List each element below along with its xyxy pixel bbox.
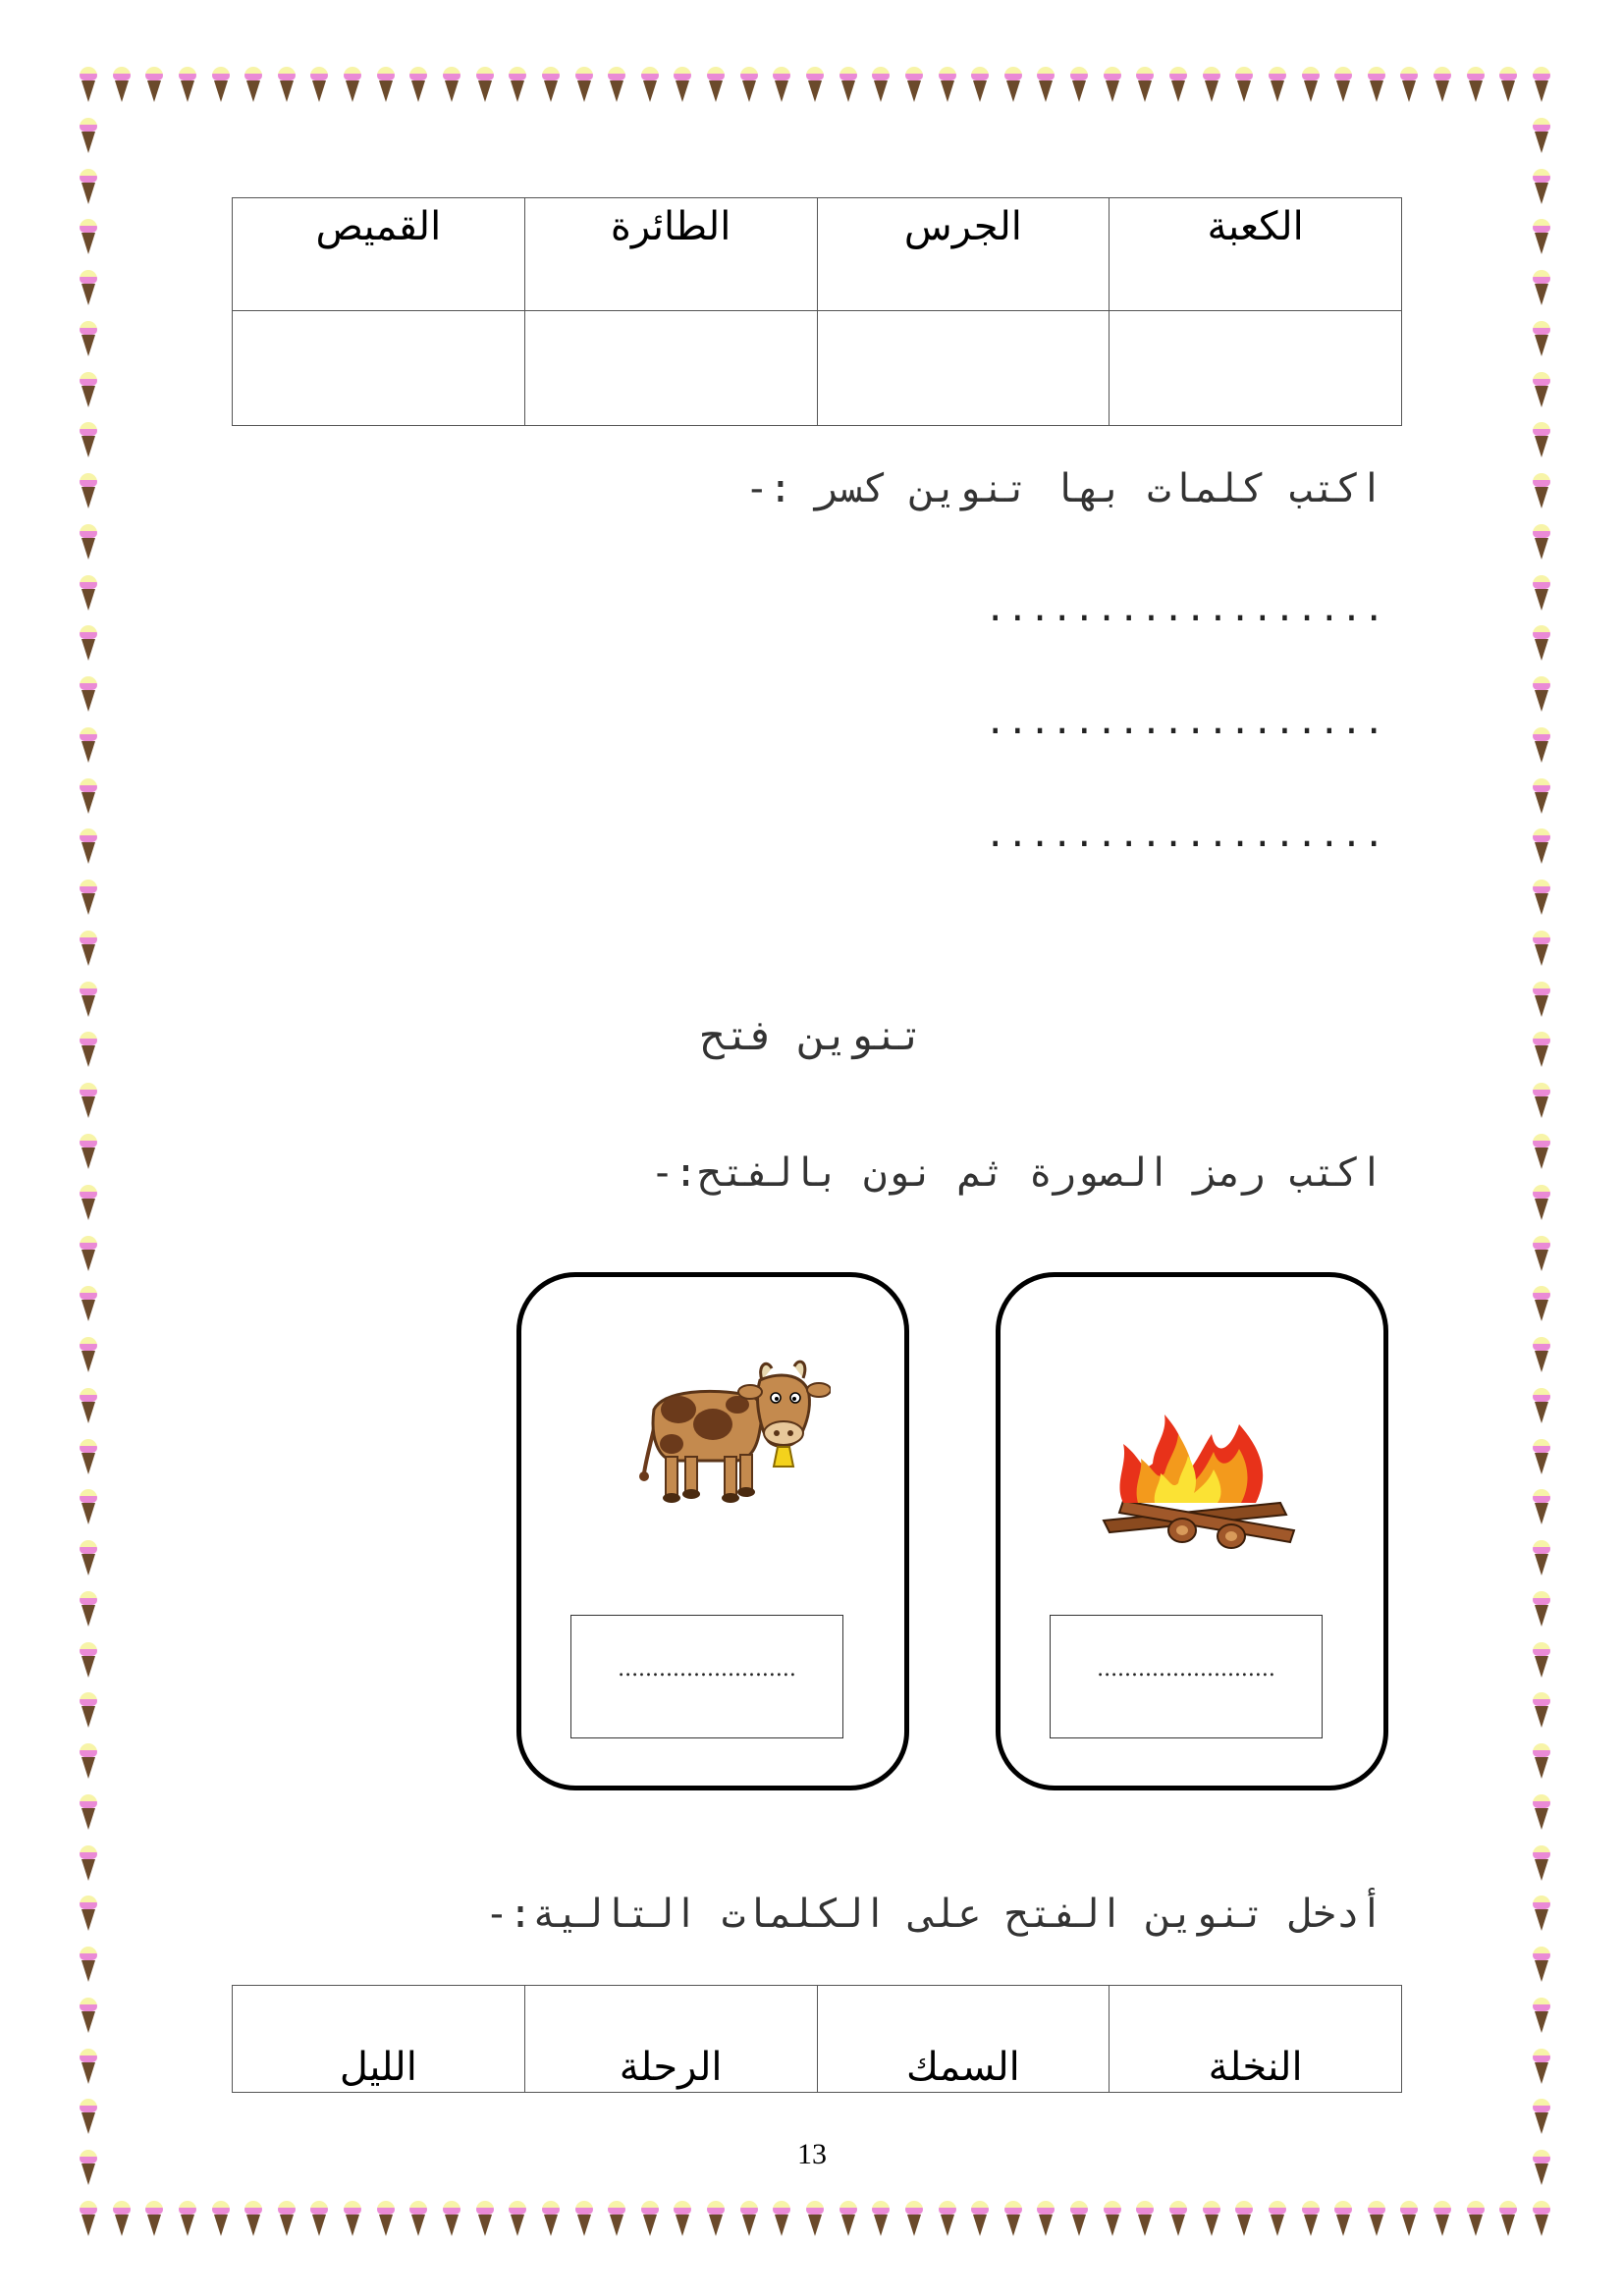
- ice-cream-cone-icon: [309, 67, 329, 106]
- ice-cream-cone-icon: [739, 2201, 759, 2240]
- ice-cream-cone-icon: [79, 1286, 98, 1325]
- ice-cream-cone-icon: [79, 219, 98, 258]
- table-cell: السمك: [817, 1986, 1110, 2093]
- ice-cream-cone-icon: [673, 67, 692, 106]
- instruction-kasra: اكتب كلمات بها تنوين كسر :-: [744, 466, 1383, 511]
- ice-cream-cone-icon: [79, 2099, 98, 2138]
- ice-cream-cone-icon: [1333, 67, 1353, 106]
- ice-cream-cone-icon: [79, 2049, 98, 2088]
- ice-cream-cone-icon: [343, 2201, 362, 2240]
- ice-cream-cone-icon: [112, 67, 132, 106]
- ice-cream-cone-icon: [1532, 2201, 1551, 2240]
- answer-cell[interactable]: [524, 311, 817, 426]
- ice-cream-cone-icon: [1103, 2201, 1122, 2240]
- ice-cream-cone-icon: [211, 67, 231, 106]
- ice-cream-cone-icon: [1532, 1236, 1551, 1275]
- ice-cream-cone-icon: [79, 1591, 98, 1630]
- ice-cream-cone-icon: [1532, 2049, 1551, 2088]
- ice-cream-cone-icon: [1466, 2201, 1486, 2240]
- page-number: 13: [797, 2138, 827, 2170]
- ice-cream-cone-icon: [343, 67, 362, 106]
- ice-cream-cone-icon: [1532, 1998, 1551, 2037]
- ice-cream-cone-icon: [1532, 676, 1551, 716]
- ice-cream-cone-icon: [1532, 1439, 1551, 1478]
- ice-cream-cone-icon: [1532, 1083, 1551, 1122]
- ice-cream-cone-icon: [1532, 880, 1551, 919]
- ice-cream-cone-icon: [871, 67, 891, 106]
- ice-cream-cone-icon: [79, 1947, 98, 1986]
- ice-cream-cone-icon: [79, 270, 98, 309]
- ice-cream-cone-icon: [376, 67, 396, 106]
- ice-cream-cone-icon: [1268, 2201, 1287, 2240]
- ice-cream-cone-icon: [772, 2201, 791, 2240]
- ice-cream-cone-icon: [508, 67, 527, 106]
- ice-cream-cone-icon: [1532, 1134, 1551, 1173]
- ice-cream-cone-icon: [79, 828, 98, 868]
- ice-cream-cone-icon: [1532, 1591, 1551, 1630]
- ice-cream-cone-icon: [79, 1185, 98, 1224]
- ice-cream-cone-icon: [1168, 2201, 1188, 2240]
- picture-card: [516, 1272, 909, 1790]
- ice-cream-cone-icon: [1498, 67, 1518, 106]
- ice-cream-cone-icon: [79, 1540, 98, 1579]
- ice-cream-cone-icon: [673, 2201, 692, 2240]
- table-row: [233, 1986, 1402, 2093]
- table-cell: الجرس: [817, 198, 1110, 311]
- ice-cream-cone-icon: [706, 2201, 726, 2240]
- ice-cream-cone-icon: [1532, 524, 1551, 563]
- ice-cream-cone-icon: [79, 1743, 98, 1783]
- instruction-fatha: اكتب رمز الصورة ثم نون بالفتح:-: [650, 1150, 1383, 1196]
- ice-cream-cone-icon: [607, 67, 626, 106]
- ice-cream-cone-icon: [1532, 1642, 1551, 1682]
- ice-cream-cone-icon: [408, 2201, 428, 2240]
- table-row: [233, 311, 1402, 426]
- ice-cream-cone-icon: [79, 676, 98, 716]
- ice-cream-cone-icon: [144, 2201, 164, 2240]
- ice-cream-cone-icon: [839, 2201, 858, 2240]
- ice-cream-cone-icon: [79, 1794, 98, 1834]
- ice-cream-cone-icon: [1399, 2201, 1419, 2240]
- ice-cream-cone-icon: [1532, 1540, 1551, 1579]
- ice-cream-cone-icon: [904, 2201, 924, 2240]
- ice-cream-cone-icon: [79, 931, 98, 970]
- ice-cream-cone-icon: [739, 67, 759, 106]
- ice-cream-cone-icon: [79, 169, 98, 208]
- ice-cream-cone-icon: [1466, 67, 1486, 106]
- picture-card: [996, 1272, 1388, 1790]
- ice-cream-cone-icon: [79, 1642, 98, 1682]
- ice-cream-cone-icon: [79, 118, 98, 157]
- ice-cream-cone-icon: [1532, 2099, 1551, 2138]
- instruction-add-fatha: أدخل تنوين الفتح على الكلمات التالية:-: [484, 1892, 1383, 1937]
- ice-cream-cone-icon: [79, 575, 98, 614]
- ice-cream-cone-icon: [1069, 67, 1089, 106]
- ice-cream-cone-icon: [79, 2201, 98, 2240]
- ice-cream-cone-icon: [79, 1439, 98, 1478]
- ice-cream-cone-icon: [1333, 2201, 1353, 2240]
- table-row: [233, 198, 1402, 311]
- ice-cream-cone-icon: [112, 2201, 132, 2240]
- ice-cream-cone-icon: [970, 2201, 990, 2240]
- table-cell: الكعبة: [1110, 198, 1402, 311]
- answer-cell[interactable]: [817, 311, 1110, 426]
- ice-cream-cone-icon: [1532, 321, 1551, 360]
- ice-cream-cone-icon: [442, 2201, 461, 2240]
- answer-cell[interactable]: [1110, 311, 1402, 426]
- ice-cream-cone-icon: [79, 67, 98, 106]
- ice-cream-cone-icon: [79, 372, 98, 411]
- ice-cream-cone-icon: [1532, 473, 1551, 512]
- ice-cream-cone-icon: [1532, 828, 1551, 868]
- ice-cream-cone-icon: [79, 625, 98, 665]
- words-table-top: [232, 197, 1402, 426]
- ice-cream-cone-icon: [1399, 67, 1419, 106]
- ice-cream-cone-icon: [805, 2201, 825, 2240]
- ice-cream-cone-icon: [1168, 67, 1188, 106]
- answer-line[interactable]: ..................: [984, 702, 1385, 742]
- ice-cream-cone-icon: [79, 1388, 98, 1427]
- words-table-bottom: [232, 1985, 1402, 2093]
- ice-cream-cone-icon: [1234, 67, 1254, 106]
- ice-cream-cone-icon: [607, 2201, 626, 2240]
- ice-cream-cone-icon: [938, 2201, 957, 2240]
- ice-cream-cone-icon: [1532, 778, 1551, 818]
- ice-cream-cone-icon: [1433, 67, 1452, 106]
- ice-cream-cone-icon: [79, 473, 98, 512]
- ice-cream-cone-icon: [1135, 67, 1155, 106]
- table-cell: الطائرة: [524, 198, 817, 311]
- answer-line[interactable]: ..................: [984, 815, 1385, 855]
- ice-cream-cone-icon: [79, 1896, 98, 1935]
- table-cell: النخلة: [1110, 1986, 1402, 2093]
- answer-box[interactable]: ..........................: [1050, 1615, 1323, 1738]
- ice-cream-cone-icon: [871, 2201, 891, 2240]
- ice-cream-cone-icon: [1367, 67, 1386, 106]
- ice-cream-cone-icon: [839, 67, 858, 106]
- ice-cream-cone-icon: [640, 67, 660, 106]
- answer-cell[interactable]: [233, 311, 525, 426]
- ice-cream-cone-icon: [144, 67, 164, 106]
- ice-cream-cone-icon: [178, 67, 197, 106]
- ice-cream-cone-icon: [1532, 169, 1551, 208]
- answer-line[interactable]: ..................: [984, 589, 1385, 629]
- ice-cream-cone-icon: [938, 67, 957, 106]
- ice-cream-cone-icon: [1532, 625, 1551, 665]
- ice-cream-cone-icon: [1532, 219, 1551, 258]
- ice-cream-cone-icon: [1301, 67, 1321, 106]
- ice-cream-cone-icon: [541, 2201, 561, 2240]
- ice-cream-cone-icon: [1532, 67, 1551, 106]
- ice-cream-cone-icon: [79, 1489, 98, 1528]
- table-cell: الرحلة: [524, 1986, 817, 2093]
- ice-cream-cone-icon: [79, 1236, 98, 1275]
- ice-cream-cone-icon: [1202, 67, 1221, 106]
- ice-cream-cone-icon: [1532, 1337, 1551, 1376]
- ice-cream-cone-icon: [1532, 1896, 1551, 1935]
- ice-cream-cone-icon: [79, 321, 98, 360]
- ice-cream-cone-icon: [1532, 372, 1551, 411]
- ice-cream-cone-icon: [79, 1134, 98, 1173]
- answer-box[interactable]: ..........................: [570, 1615, 843, 1738]
- ice-cream-cone-icon: [79, 727, 98, 767]
- ice-cream-cone-icon: [442, 67, 461, 106]
- fire-icon: [1084, 1405, 1320, 1552]
- ice-cream-cone-icon: [1532, 270, 1551, 309]
- ice-cream-cone-icon: [1532, 422, 1551, 461]
- ice-cream-cone-icon: [1202, 2201, 1221, 2240]
- section-heading: تنوين فتح: [700, 1011, 924, 1059]
- ice-cream-cone-icon: [1532, 1743, 1551, 1783]
- ice-cream-cone-icon: [79, 524, 98, 563]
- ice-cream-cone-icon: [376, 2201, 396, 2240]
- ice-cream-cone-icon: [79, 1337, 98, 1376]
- ice-cream-cone-icon: [1069, 2201, 1089, 2240]
- ice-cream-cone-icon: [1036, 67, 1056, 106]
- ice-cream-cone-icon: [1532, 1388, 1551, 1427]
- ice-cream-cone-icon: [1301, 2201, 1321, 2240]
- ice-cream-cone-icon: [79, 1083, 98, 1122]
- ice-cream-cone-icon: [1532, 1794, 1551, 1834]
- ice-cream-cone-icon: [475, 67, 495, 106]
- ice-cream-cone-icon: [79, 880, 98, 919]
- ice-cream-cone-icon: [904, 67, 924, 106]
- ice-cream-cone-icon: [1532, 1286, 1551, 1325]
- ice-cream-cone-icon: [1532, 1692, 1551, 1732]
- ice-cream-cone-icon: [1003, 67, 1023, 106]
- ice-cream-cone-icon: [244, 67, 263, 106]
- cow-icon: [634, 1351, 831, 1547]
- ice-cream-cone-icon: [1532, 575, 1551, 614]
- ice-cream-cone-icon: [805, 67, 825, 106]
- ice-cream-cone-icon: [178, 2201, 197, 2240]
- ice-cream-cone-icon: [475, 2201, 495, 2240]
- ice-cream-cone-icon: [1532, 1185, 1551, 1224]
- table-cell: القميص: [233, 198, 525, 311]
- ice-cream-cone-icon: [277, 2201, 297, 2240]
- ice-cream-cone-icon: [1433, 2201, 1452, 2240]
- ice-cream-cone-icon: [408, 67, 428, 106]
- ice-cream-cone-icon: [211, 2201, 231, 2240]
- ice-cream-cone-icon: [79, 1845, 98, 1885]
- ice-cream-cone-icon: [1135, 2201, 1155, 2240]
- ice-cream-cone-icon: [79, 778, 98, 818]
- ice-cream-cone-icon: [970, 67, 990, 106]
- ice-cream-cone-icon: [706, 67, 726, 106]
- ice-cream-cone-icon: [1367, 2201, 1386, 2240]
- ice-cream-cone-icon: [1498, 2201, 1518, 2240]
- ice-cream-cone-icon: [79, 422, 98, 461]
- ice-cream-cone-icon: [1234, 2201, 1254, 2240]
- ice-cream-cone-icon: [541, 67, 561, 106]
- ice-cream-cone-icon: [309, 2201, 329, 2240]
- ice-cream-cone-icon: [508, 2201, 527, 2240]
- ice-cream-cone-icon: [1103, 67, 1122, 106]
- ice-cream-cone-icon: [574, 2201, 594, 2240]
- ice-cream-cone-icon: [1268, 67, 1287, 106]
- ice-cream-cone-icon: [79, 1998, 98, 2037]
- ice-cream-cone-icon: [772, 67, 791, 106]
- ice-cream-cone-icon: [1532, 1947, 1551, 1986]
- ice-cream-cone-icon: [1532, 727, 1551, 767]
- ice-cream-cone-icon: [79, 1692, 98, 1732]
- ice-cream-cone-icon: [1036, 2201, 1056, 2240]
- ice-cream-cone-icon: [1532, 118, 1551, 157]
- ice-cream-cone-icon: [1532, 1489, 1551, 1528]
- ice-cream-cone-icon: [1532, 931, 1551, 970]
- table-cell: الليل: [233, 1986, 525, 2093]
- ice-cream-cone-icon: [1532, 1845, 1551, 1885]
- ice-cream-cone-icon: [1003, 2201, 1023, 2240]
- ice-cream-cone-icon: [244, 2201, 263, 2240]
- ice-cream-cone-icon: [640, 2201, 660, 2240]
- ice-cream-cone-icon: [277, 67, 297, 106]
- ice-cream-cone-icon: [574, 67, 594, 106]
